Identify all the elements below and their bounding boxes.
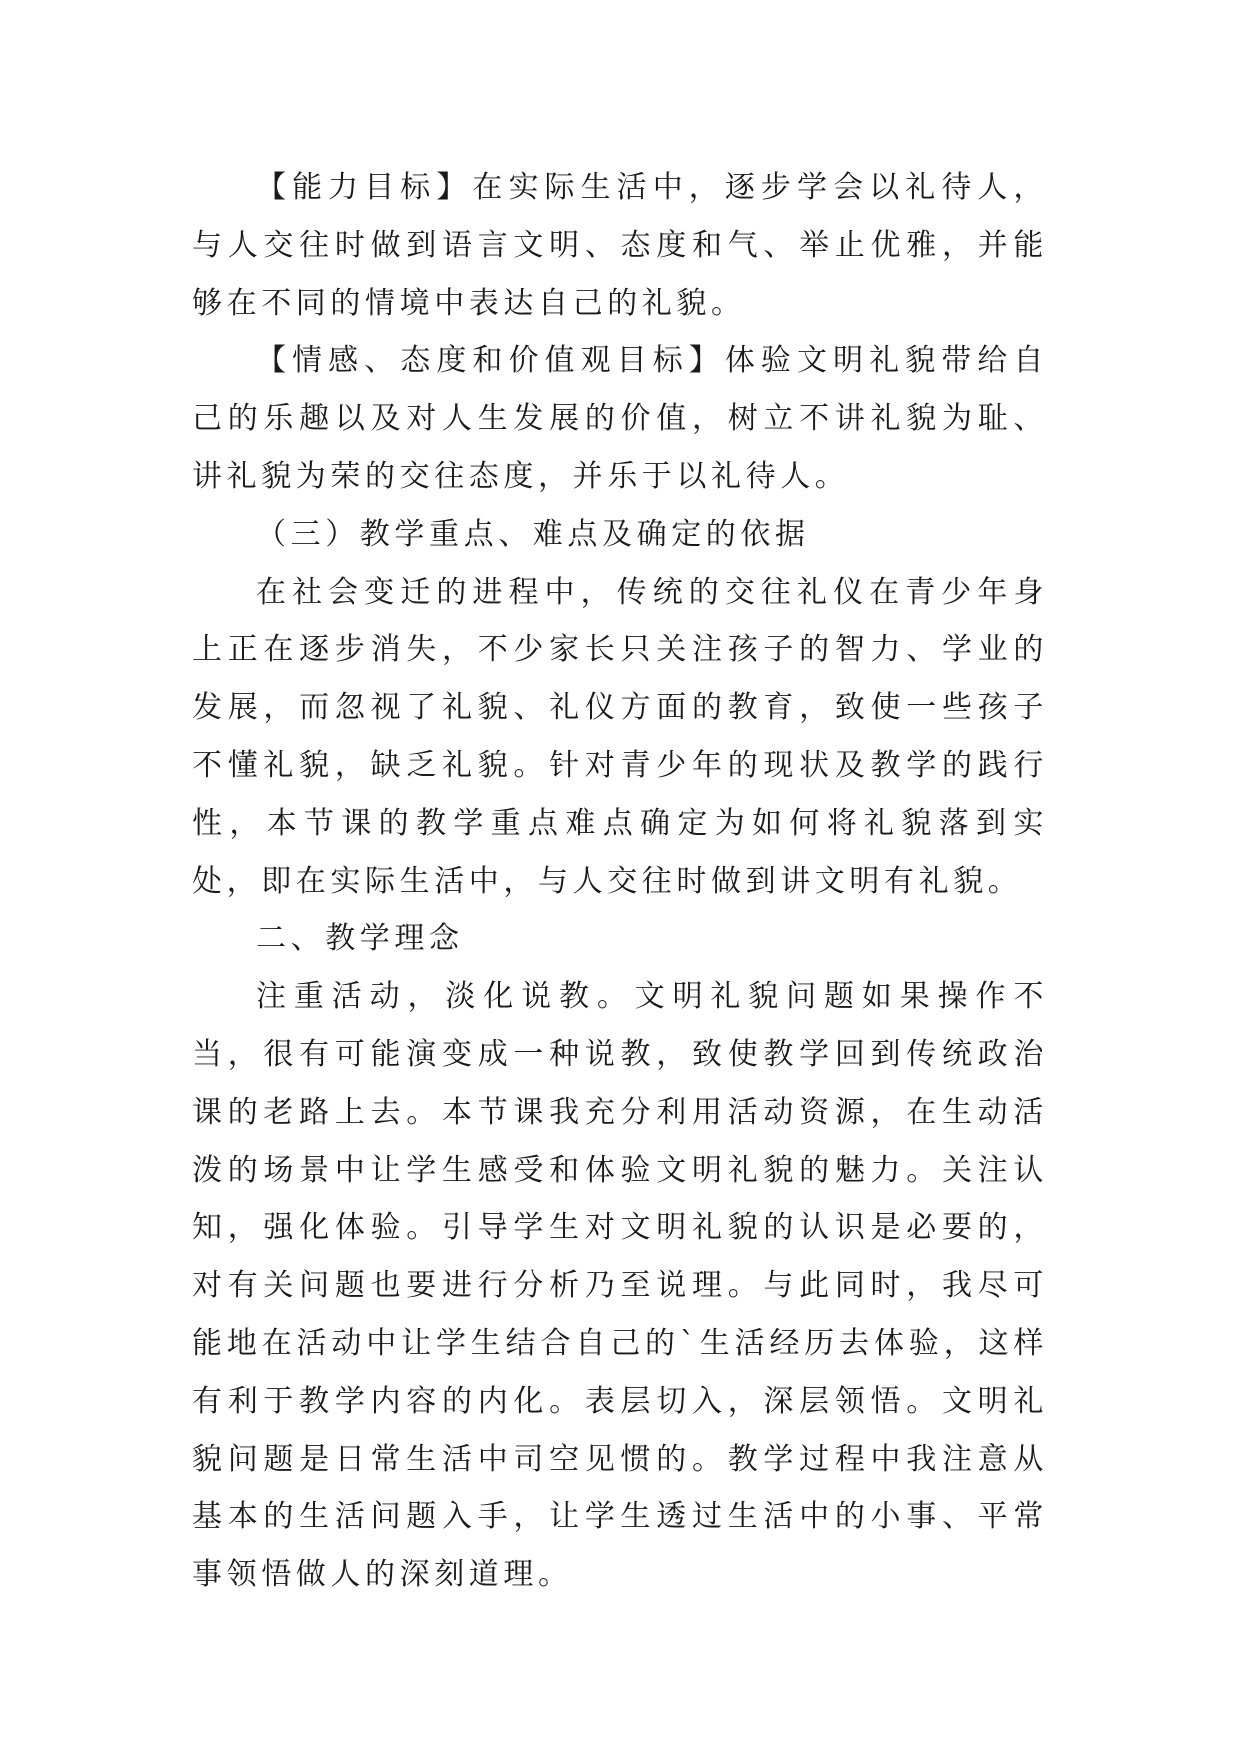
paragraph-teaching-philosophy: 注重活动，淡化说教。文明礼貌问题如果操作不当，很有可能演变成一种说教，致使教学回到传统政治课的老路上去。本节课我充分利用活动资源，在生动活泼的场景中让学生感受和体验文明礼貌的魅力。关注认知，强化体验。引导学生对文明礼貌的认识是必要的，对有关问题也要进行分析乃至说理。与此同时，我尽可能地在活动中让学生结合自己的`生活经历去体验，这样有利于教学内容的内化。表层切入，深层领悟。文明礼貌问题是日常生活中司空见惯的。教学过程中我注意从基本的生活问题入手，让学生透过生活中的小事、平常事领悟做人的深刻道理。 (192, 979, 1048, 1593)
paragraph-emotion-goal: 【情感、态度和价值观目标】体验文明礼貌带给自己的乐趣以及对人生发展的价值，树立不讲礼貌为耻、讲礼貌为荣的交往态度，并乐于以礼待人。 (192, 343, 1048, 494)
paragraph-ability-goal: 【能力目标】在实际生活中，逐步学会以礼待人，与人交往时做到语言文明、态度和气、举止优雅，并能够在不同的情境中表达自己的礼貌。 (192, 170, 1048, 321)
document-body (192, 159, 1048, 1604)
heading-teaching-philosophy: 二、教学理念 (256, 921, 464, 957)
paragraph-key-points: 在社会变迁的进程中，传统的交往礼仪在青少年身上正在逐步消失，不少家长只关注孩子的智力、学业的发展，而忽视了礼貌、礼仪方面的教育，致使一些孩子不懂礼貌，缺乏礼貌。针对青少年的现状及教学的践行性，本节课的教学重点难点确定为如何将礼貌落到实处，即在实际生活中，与人交往时做到讲文明有礼貌。 (192, 574, 1048, 899)
heading-key-points: （三）教学重点、难点及确定的依据 (256, 516, 810, 552)
